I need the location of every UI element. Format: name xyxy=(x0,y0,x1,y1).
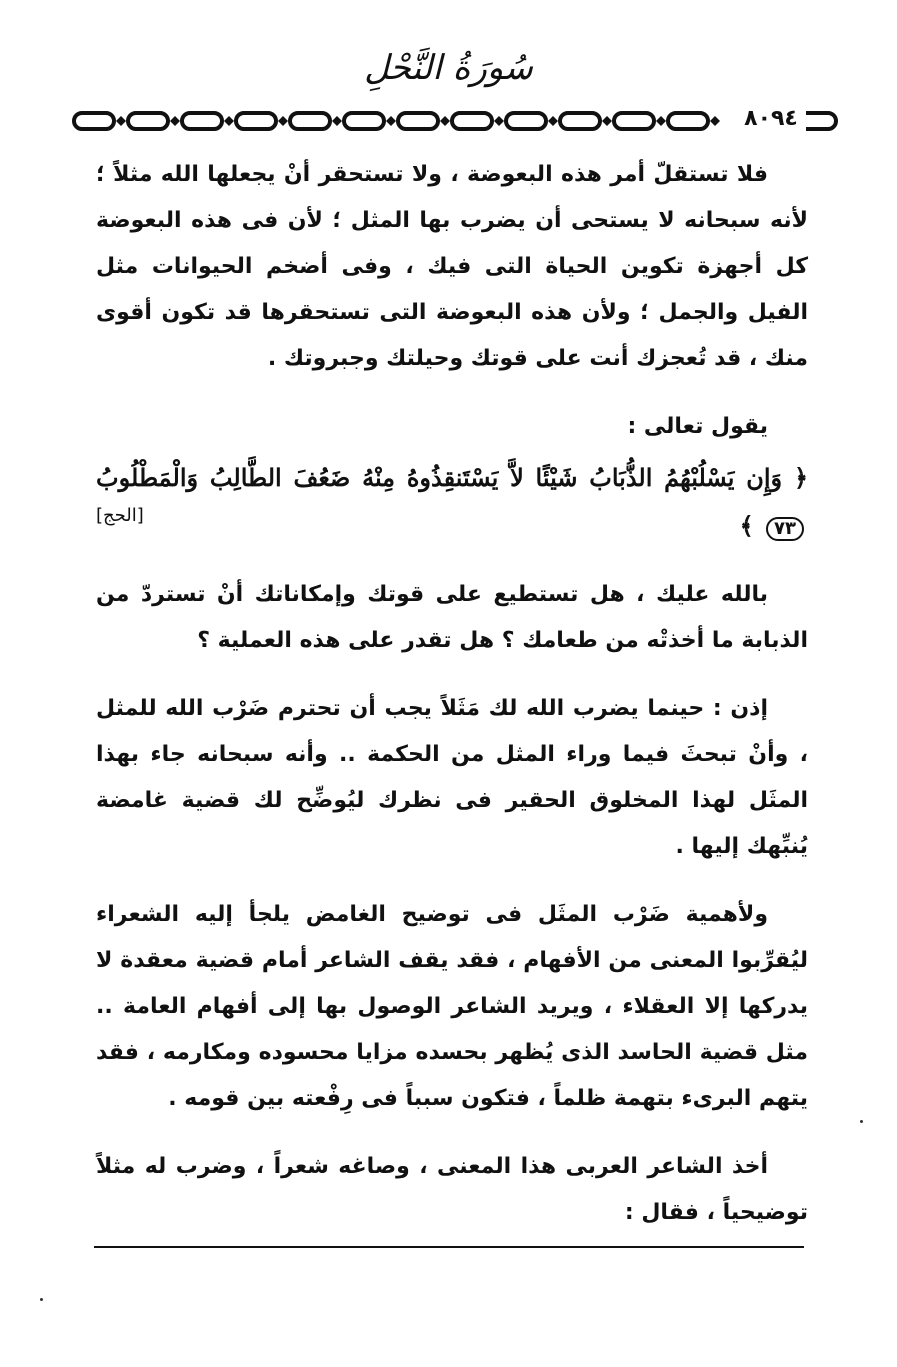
scan-speck xyxy=(40,1298,43,1301)
decorative-chain-border xyxy=(70,104,840,138)
paragraph-2: بالله عليك ، هل تستطيع على قوتك وإمكاناتك أنْ تستردّ من الذبابة ما أخذتْه من طعامك ؟ هل تقدر على هذه العملية ؟ xyxy=(96,582,808,653)
page-number: ٨٠٩٤ xyxy=(736,104,806,134)
ayah-number: ٧٣ xyxy=(766,517,804,541)
paragraph-4: ولأهمية ضَرْب المثَل فى توضيح الغامض يلجأ إليه الشعراء ليُقرِّبوا المعنى من الأفهام ، فقد يقف الشاعر أمام قضية معقدة لا يدركها إلا العقلاء ، ويريد الشاعر الوصول بها إلى أفهام العامة .. مثل قضية الحاسد الذى يُظهر بحسده مزايا محسوده ومكارمه ، فقد يتهم البرىء بتهمة ظلماً ، فتكون سبباً فى رِفْعته بين قومه . xyxy=(96,902,808,1111)
surah-reference: [الحج] xyxy=(96,505,144,526)
body-text xyxy=(96,152,808,1258)
quran-verse-text: وَإِن يَسْلُبْهُمُ الذُّبَابُ شَيْئًا لاَّ يَسْتَنقِذُوهُ مِنْهُ ضَعُفَ الطَّالِبُ وَالْمَطْلُوبُ xyxy=(96,463,783,492)
quran-close-bracket: ﴾ xyxy=(739,511,754,540)
surah-title: سُورَةُ النَّحْلِ xyxy=(364,48,533,88)
quran-verse xyxy=(96,454,808,550)
paragraph-1: فلا تستقلّ أمر هذه البعوضة ، ولا تستحقر أنْ يجعلها الله مثلاً ؛ لأنه سبحانه لا يستحى أن يضرب بها المثل ؛ لأن فى هذه البعوضة كل أجهزة تكوين الحياة التى فيك ، وفى أضخم الحيوانات مثل الفيل والجمل ؛ ولأن هذه البعوضة التى تستحقرها قد تكون أقوى منك ، قد تُعجزك أنت على قوتك وحيلتك وجبروتك . xyxy=(96,162,808,371)
footer-rule xyxy=(94,1246,804,1248)
paragraph-3: إذن : حينما يضرب الله لك مَثَلاً يجب أن تحترم ضَرْب الله للمثل ، وأنْ تبحثَ فيما وراء المثل من الحكمة .. وأنه سبحانه جاء بهذا المثَل لهذا المخلوق الحقير فى نظرك ليُوضِّح لك قضية غامضة يُنبِّهك إليها . xyxy=(96,696,808,859)
verse-intro: يقول تعالى : xyxy=(627,414,768,439)
paragraph-5: أخذ الشاعر العربى هذا المعنى ، وصاغه شعراً ، وضرب له مثلاً توضيحياً ، فقال : xyxy=(96,1154,808,1225)
scan-speck xyxy=(860,1120,863,1123)
quran-open-bracket: ﴿ xyxy=(793,463,808,492)
